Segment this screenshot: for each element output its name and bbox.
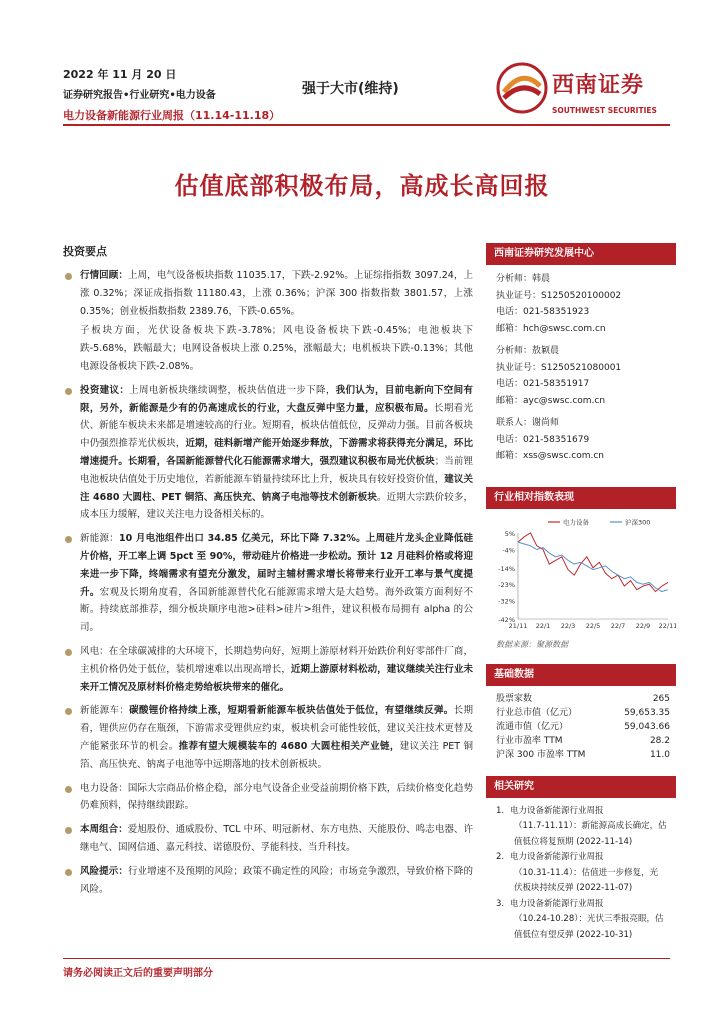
analyst-name: 分析师：敖颖晨 xyxy=(496,346,560,356)
market-review-label: 行情回顾： xyxy=(80,270,128,281)
new-energy-bold: 10 月电池组件出口 34.85 亿美元，环比下降 7.32%。上周硅片龙头企业降低硅片价格，开工率上调 5pct 至 90%，带动硅片价格进一步松动。预计 12 月硅料价格或将迎来进一步下降，终端需求有望充分激发，届时主辅材需求增长将带来行业开工率与景气度提升。 xyxy=(80,533,473,598)
new-energy-text: 宏观及长期角度看，各国新能源替代化石能源需求增大是大趋势。海外政策方面利好不断。持续底部推荐，细分板块顺序电池>硅料>硅片>组件，建议积极布局拥有 alpha 的公司。 xyxy=(80,586,473,634)
x-tick-label: 22/9 xyxy=(635,621,651,630)
risk-warning xyxy=(63,863,473,899)
wind-power xyxy=(63,643,473,696)
sub-sector-review xyxy=(63,322,473,375)
list-item[interactable] xyxy=(496,850,676,897)
header-divider xyxy=(63,124,670,126)
y-tick-label: -4% xyxy=(502,545,515,554)
bullet-icon xyxy=(65,388,72,395)
wind-text: 风电：在全球碳减排的大环境下，长期趋势向好，短期上游原材料开始跌价利好零部件厂商，主机价格仍处于低位，装机增速难以出现高增长， xyxy=(80,645,473,675)
item-title: 电力设备新能源行业周报 xyxy=(510,852,604,862)
table-row xyxy=(496,692,670,706)
chart-heading: 行业相对指数表现 xyxy=(486,487,676,509)
logo-text-en: SOUTHWEST SECURITIES xyxy=(552,106,657,115)
analyst-cert: 执业证号：S1250520100002 xyxy=(496,290,622,301)
new-energy-label: 新能源： xyxy=(80,533,120,545)
item-index: 3. xyxy=(496,898,505,909)
nev-text: 长期看，锂供应仍存在瓶颈，下游需求受锂供应约束，板块机会可能性较低，建议关注技术更替及产能紧张环节的机会。 xyxy=(80,705,473,752)
bullet-icon xyxy=(65,273,72,280)
y-tick-label: -23% xyxy=(498,580,515,589)
item-title: （10.31-11.4）：估值进一步修复，光 xyxy=(514,867,659,878)
swsc-logo-icon xyxy=(496,62,548,114)
nev-text: 建议关注 PET 铜箔、高压快充、钠离子电池等中远期落地的技术创新板块。 xyxy=(80,740,473,770)
analyst-name: 分析师：韩晨 xyxy=(496,274,551,284)
report-date: 2022 年 11 月 20 日 xyxy=(63,68,177,81)
advice-text: 长期看光伏、新能车板块未来都是增速较高的行业。短期看，板块估值低位，反弹动力强。目前各板块中仍强烈推荐光伏板块， xyxy=(80,402,473,450)
stat-label: 行业总市值（亿元） xyxy=(496,707,578,718)
stat-value: 59,653.35 xyxy=(624,707,670,718)
item-title: 值低位将复预期 (2022-11-14) xyxy=(514,836,633,847)
x-tick-label: 22/3 xyxy=(560,621,576,630)
relative-index-chart xyxy=(486,515,676,633)
footer-divider xyxy=(63,958,670,959)
disclaimer-note[interactable]: 请务必阅读正文后的重要声明部分 xyxy=(63,968,213,979)
analyst-phone: 电话：021-58351923 xyxy=(496,307,590,317)
analyst-phone: 电话：021-58351917 xyxy=(496,379,590,389)
series-line xyxy=(518,533,668,592)
y-tick-label: -42% xyxy=(498,615,515,624)
stat-value: 11.0 xyxy=(649,749,670,760)
portfolio-text: 爱旭股份、通威股份、TCL 中环、明冠新材、东方电热、天能股份、鸣志电器、许继电气、国网信通、嘉元科技、诺德股份、孚能科技、当升科技。 xyxy=(80,824,473,853)
analyst-cert: 执业证号：S1250521080001 xyxy=(496,362,622,373)
y-tick-label: -32% xyxy=(498,597,515,606)
bullet-icon xyxy=(65,536,72,543)
item-title: 值低位有望反弹 (2022-10-31) xyxy=(514,929,633,940)
report-category: 证券研究报告•行业研究•电力设备 xyxy=(63,90,216,101)
related-research-list xyxy=(486,804,676,944)
analyst-info xyxy=(486,271,676,465)
x-tick-label: 22/5 xyxy=(585,621,601,630)
section-heading: 投资要点 xyxy=(63,245,107,258)
table-row xyxy=(496,720,670,734)
item-title: （10.24-10.28）：光伏三季报亮眼，估 xyxy=(514,914,664,924)
item-title: （11.7-11.11）：新能源高成长确定，估 xyxy=(514,821,667,831)
table-row xyxy=(496,734,670,748)
page-title: 估值底部积极布局，高成长高回报 xyxy=(174,172,550,200)
x-tick-label: 22/1 xyxy=(535,621,551,630)
sidebar xyxy=(486,243,676,943)
stat-value: 265 xyxy=(652,693,670,704)
table-row xyxy=(496,706,670,720)
y-tick-label: 5% xyxy=(504,529,515,538)
advice-label: 投资建议： xyxy=(80,384,130,396)
bullet-icon xyxy=(65,827,72,834)
bullet-icon xyxy=(65,649,72,656)
analyst-email[interactable]: 邮箱：hch@swsc.com.cn xyxy=(496,323,606,334)
market-review-text: 上周，电气设备板块指数 11035.17，下跌-2.92%。上证综指指数 3097.24，上涨 0.32%；深证成指指数 11180.43，上涨 0.36%；沪深 300 指数指数 3801.57，上涨 0.35%；创业板指数指数 2389.76，下跌-0.65%。 xyxy=(80,270,473,317)
risk-text: 行业增速不及预期的风险；政策不确定性的风险；市场竞争激烈，导致价格下降的风险。 xyxy=(80,865,473,895)
advice-text: ；当前锂电池板块估值处于历史地位，若新能源车销量持续环比上升，板块具有较好投资价值， xyxy=(80,455,473,485)
contact-email[interactable]: 邮箱：xss@swsc.com.cn xyxy=(496,451,604,461)
advice-text: 。近期大宗跌价较多，成本压力缓解，建议关注电力设备相关标的。 xyxy=(80,491,473,521)
x-tick-label: 22/11 xyxy=(658,621,676,630)
item-title: 伏板块持续反弹 (2022-11-07) xyxy=(514,883,633,893)
sub-sector-text: 子板块方面，光伏设备板块下跌-3.78%；风电设备板块下跌-0.45%；电池板块下跌-5.68%，跌幅最大；电网设备板块上涨 0.25%，涨幅最大；电机板块下跌-0.13%；其他电源设备板块下跌-2.08%。 xyxy=(80,325,473,372)
nev-label: 新能源车： xyxy=(80,705,130,717)
contact-phone: 电话：021-58351679 xyxy=(496,434,590,445)
stat-value: 59,043.66 xyxy=(624,721,670,732)
item-index: 1. xyxy=(496,805,505,816)
basic-data-table xyxy=(486,692,676,762)
x-tick-label: 21/11 xyxy=(508,621,528,630)
legend-label: 沪深300 xyxy=(625,518,651,526)
research-center-heading: 西南证券研究发展中心 xyxy=(486,243,676,265)
bullet-icon xyxy=(65,786,72,793)
power-equipment xyxy=(63,780,473,816)
company-logo xyxy=(496,62,676,120)
related-research-heading: 相关研究 xyxy=(486,776,676,798)
advice-text: 上周电新板块继续调整，板块估值进一步下降， xyxy=(129,384,336,396)
analyst-email[interactable]: 邮箱：ayc@swsc.com.cn xyxy=(496,395,606,406)
item-title: 电力设备新能源行业周报 xyxy=(510,805,604,816)
power-equipment-text: 电力设备：国际大宗商品价格企稳，部分电气设备企业受益前期价格下跌，后续价格变化趋势仍难预料，保持继续跟踪。 xyxy=(80,782,473,812)
nev-bold: 推荐有望大规模装车的 4680 大圆柱相关产业链， xyxy=(178,740,400,752)
stat-label: 流通市值（亿元） xyxy=(496,721,569,732)
bullet-icon xyxy=(65,869,72,876)
advice-bold: 我们认为，目前电新向下空间有限，另外，新能源是少有的仍高速成长的行业，大盘反弹中坚力量，应积极布局。 xyxy=(80,384,473,414)
basic-data-heading: 基础数据 xyxy=(486,664,676,686)
item-title: 电力设备新能源行业周报 xyxy=(510,898,604,909)
report-subtitle: 电力设备新能源行业周报（11.14-11.18） xyxy=(63,109,281,122)
market-review xyxy=(63,267,473,320)
bullet-icon xyxy=(65,708,72,715)
stat-label: 行业市盈率 TTM xyxy=(496,735,563,746)
stat-value: 28.2 xyxy=(649,735,670,746)
list-item[interactable] xyxy=(496,897,676,944)
investment-points xyxy=(63,243,473,900)
contact-name: 联系人：谢尚师 xyxy=(496,418,560,428)
advice-bold: 近期，硅料新增产能开始逐步释放，下游需求将获得充分满足，环比增速提升。长期看，各国新能源替代化石能源需求增大，强烈建议积极布局光伏板块 xyxy=(80,438,473,467)
new-energy xyxy=(63,530,473,637)
wind-bold: 近期上游原材料松动，建议继续关注行业未来开工情况及原材料价格走势给板块带来的催化。 xyxy=(80,663,473,693)
table-row xyxy=(496,748,670,762)
investment-advice xyxy=(63,382,473,524)
stat-label: 股票家数 xyxy=(496,693,533,704)
logo-text: 西南证券 xyxy=(552,72,645,98)
risk-label: 风险提示： xyxy=(80,865,128,877)
new-energy-vehicle xyxy=(63,702,473,773)
legend-label: 电力设备 xyxy=(563,518,589,526)
list-item[interactable] xyxy=(496,804,676,851)
weekly-portfolio xyxy=(63,821,473,857)
advice-bold: 建议关注 4680 大圆柱、PET 铜箔、高压快充、钠离子电池等技术创新板块 xyxy=(80,473,473,503)
stat-label: 沪深 300 市盈率 TTM xyxy=(496,749,586,760)
chart-source: 数据来源：聚源数据 xyxy=(496,639,568,649)
portfolio-label: 本周组合： xyxy=(80,824,128,836)
nev-bold: 碳酸锂价格持续上涨，短期看新能源车板块估值处于低位，有望继续反弹。 xyxy=(129,705,454,717)
rating: 强于大市(维持) xyxy=(302,81,399,97)
x-tick-label: 22/7 xyxy=(610,621,626,630)
item-index: 2. xyxy=(496,852,505,862)
y-tick-label: -14% xyxy=(498,564,515,573)
